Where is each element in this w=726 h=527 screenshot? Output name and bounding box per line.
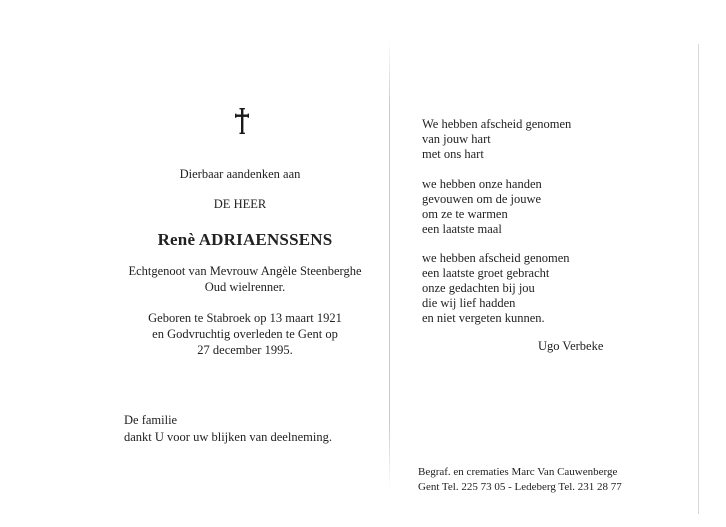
poem-author: Ugo Verbeke (538, 339, 604, 353)
poem-line: We hebben afscheid genomen (422, 117, 572, 131)
funeral-home-line-1: Begraf. en crematies Marc Van Cauwenberge (418, 466, 618, 478)
poem-line: we hebben onze handen (422, 177, 542, 191)
intro-text: Dierbaar aandenken aan (179, 167, 301, 181)
spouse-line: Echtgenoot van Mevrouw Angèle Steenberghe (128, 264, 362, 278)
occupation: Oud wielrenner. (204, 280, 286, 294)
thanks-text: dankt U voor uw blijken van deelneming. (124, 430, 332, 444)
card-edge (698, 44, 699, 514)
poem-line: we hebben afscheid genomen (422, 251, 570, 265)
family-text: De familie (124, 413, 178, 427)
poem-line: om ze te warmen (422, 207, 508, 221)
poem-line: onze gedachten bij jou (422, 281, 535, 295)
birth-line: Geboren te Stabroek op 13 maart 1921 (148, 311, 342, 325)
funeral-home-line-2: Gent Tel. 225 73 05 - Ledeberg Tel. 231 28 77 (418, 481, 622, 493)
poem-line: en niet vergeten kunnen. (422, 311, 545, 325)
poem-line: een laatste groet gebracht (422, 266, 550, 280)
cross-icon (235, 108, 249, 134)
poem-line: met ons hart (422, 147, 484, 161)
poem-line: gevouwen om de jouwe (422, 192, 542, 206)
poem-line: een laatste maal (422, 222, 502, 236)
salutation: DE HEER (213, 197, 267, 211)
death-line-1: en Godvruchtig overleden te Gent op (152, 327, 338, 341)
poem-line: die wij lief hadden (422, 296, 516, 310)
deceased-name: Renè ADRIAENSSENS (157, 230, 333, 249)
death-line-2: 27 december 1995. (197, 343, 293, 357)
poem-line: van jouw hart (422, 132, 491, 146)
